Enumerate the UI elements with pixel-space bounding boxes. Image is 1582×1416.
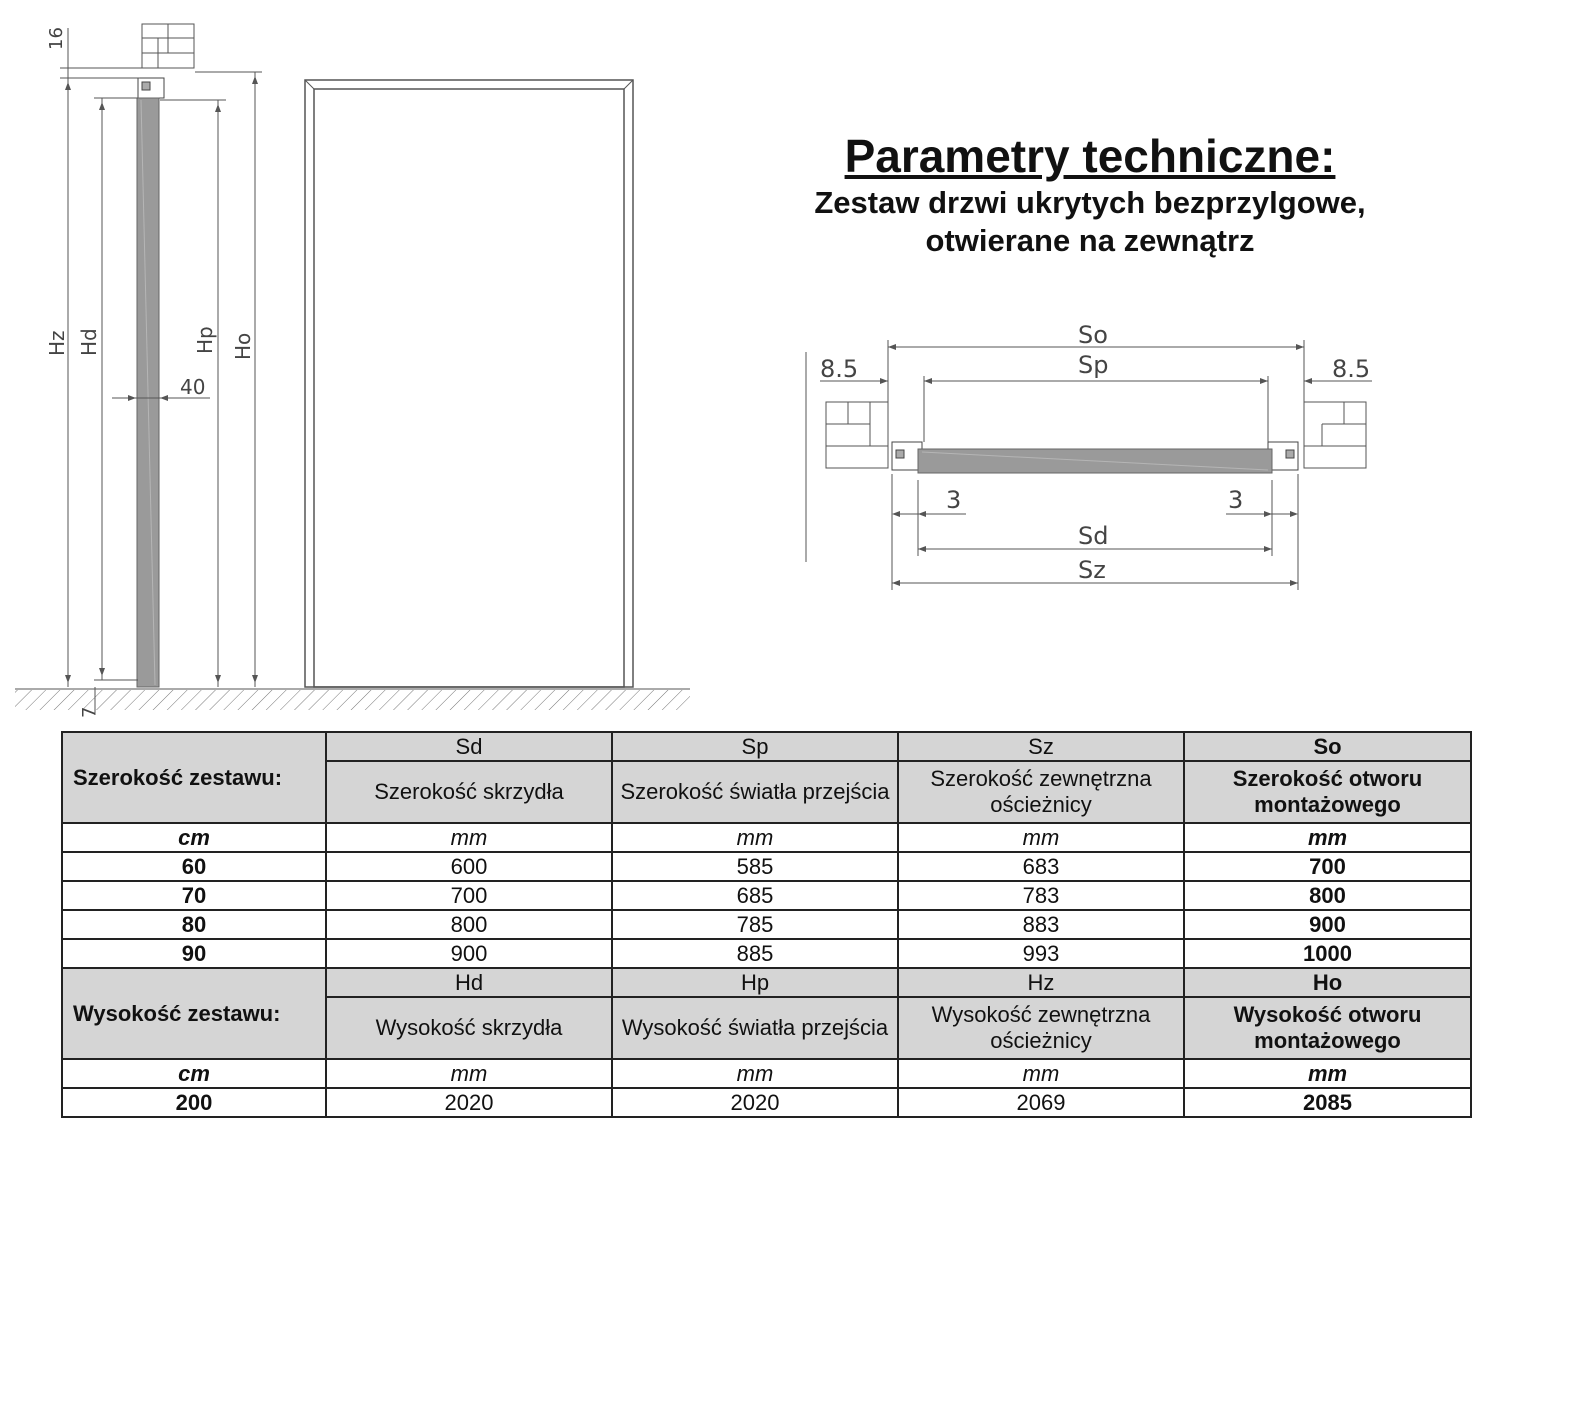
desc-ho: Wysokość otworu montażowego [1184,997,1471,1059]
table-cell: 700 [326,881,612,910]
desc-sz: Szerokość zewnętrzna ościeżnicy [898,761,1184,823]
desc-hp: Wysokość światła przejścia [612,997,898,1059]
table-cell: 783 [898,881,1184,910]
hd-label: Hd [77,328,101,356]
door-frame-inner [314,89,624,687]
door-frame-outer [305,80,633,687]
table-row [62,910,1471,939]
hp-label: Hp [193,326,217,354]
table-cell: 70 [62,881,326,910]
table-cell: 900 [1184,910,1471,939]
table-row [62,852,1471,881]
table-cell: 200 [62,1088,326,1117]
specification-table [61,731,1472,1118]
table-cell: 800 [1184,881,1471,910]
width-code-row [62,732,1471,761]
unit-cell: mm [326,823,612,852]
code-sd: Sd [326,732,612,761]
wall-block-left [826,402,888,468]
unit-cell: mm [612,823,898,852]
table-row [62,939,1471,968]
table-cell: 2085 [1184,1088,1471,1117]
table-cell: 585 [612,852,898,881]
table-cell: 885 [612,939,898,968]
code-so: So [1184,732,1471,761]
table-cell: 60 [62,852,326,881]
table-cell: 683 [898,852,1184,881]
height-code-row [62,968,1471,997]
table-cell: 2069 [898,1088,1184,1117]
desc-sp: Szerokość światła przejścia [612,761,898,823]
desc-hz: Wysokość zewnętrzna ościeżnicy [898,997,1184,1059]
unit-cell: mm [1184,1059,1471,1088]
code-hd: Hd [326,968,612,997]
unit-cell: cm [62,1059,326,1088]
page-title: Parametry techniczne: [844,130,1336,182]
code-hp: Hp [612,968,898,997]
dim-40-label: 40 [180,375,206,399]
sp-label: Sp [1078,351,1109,379]
hz-label: Hz [45,330,69,356]
sz-label: Sz [1078,556,1106,584]
height-unit-row [62,1059,1471,1088]
dim-7-label: 7 [79,706,100,718]
unit-cell: mm [326,1059,612,1088]
table-cell: 993 [898,939,1184,968]
table-row [62,1088,1471,1117]
table-cell: 700 [1184,852,1471,881]
floor-hatch [15,690,690,710]
table-cell: 900 [326,939,612,968]
desc-sd: Szerokość skrzydła [326,761,612,823]
unit-cell: cm [62,823,326,852]
table-cell: 2020 [326,1088,612,1117]
table-cell: 800 [326,910,612,939]
clear-right-label: 3 [1228,486,1244,514]
title-block [760,128,1420,260]
side-section-view [15,24,690,715]
table-cell: 785 [612,910,898,939]
ho-label: Ho [231,332,255,360]
code-hz: Hz [898,968,1184,997]
table-cell: 90 [62,939,326,968]
gap-right-label: 8.5 [1332,355,1371,383]
table-cell: 883 [898,910,1184,939]
so-label: So [1078,321,1108,349]
code-sz: Sz [898,732,1184,761]
height-section-label: Wysokość zestawu: [62,968,326,1059]
front-elevation-view [305,80,633,687]
width-unit-row [62,823,1471,852]
dim-16-label: 16 [46,27,67,50]
wall-block-right [1304,402,1366,468]
unit-cell: mm [612,1059,898,1088]
unit-cell: mm [898,823,1184,852]
table-cell: 1000 [1184,939,1471,968]
table-cell: 685 [612,881,898,910]
desc-hd: Wysokość skrzydła [326,997,612,1059]
subtitle-line-2: otwierane na zewnątrz [925,223,1255,258]
unit-cell: mm [898,1059,1184,1088]
subtitle-line-1: Zestaw drzwi ukrytych bezprzylgowe, [814,185,1366,220]
table-cell: 80 [62,910,326,939]
table-row [62,881,1471,910]
gap-left-label: 8.5 [820,355,859,383]
unit-cell: mm [1184,823,1471,852]
desc-so: Szerokość otworu montażowego [1184,761,1471,823]
table-cell: 2020 [612,1088,898,1117]
width-section-label: Szerokość zestawu: [62,732,326,823]
code-sp: Sp [612,732,898,761]
sd-label: Sd [1078,522,1109,550]
clear-left-label: 3 [946,486,962,514]
code-ho: Ho [1184,968,1471,997]
table-cell: 600 [326,852,612,881]
